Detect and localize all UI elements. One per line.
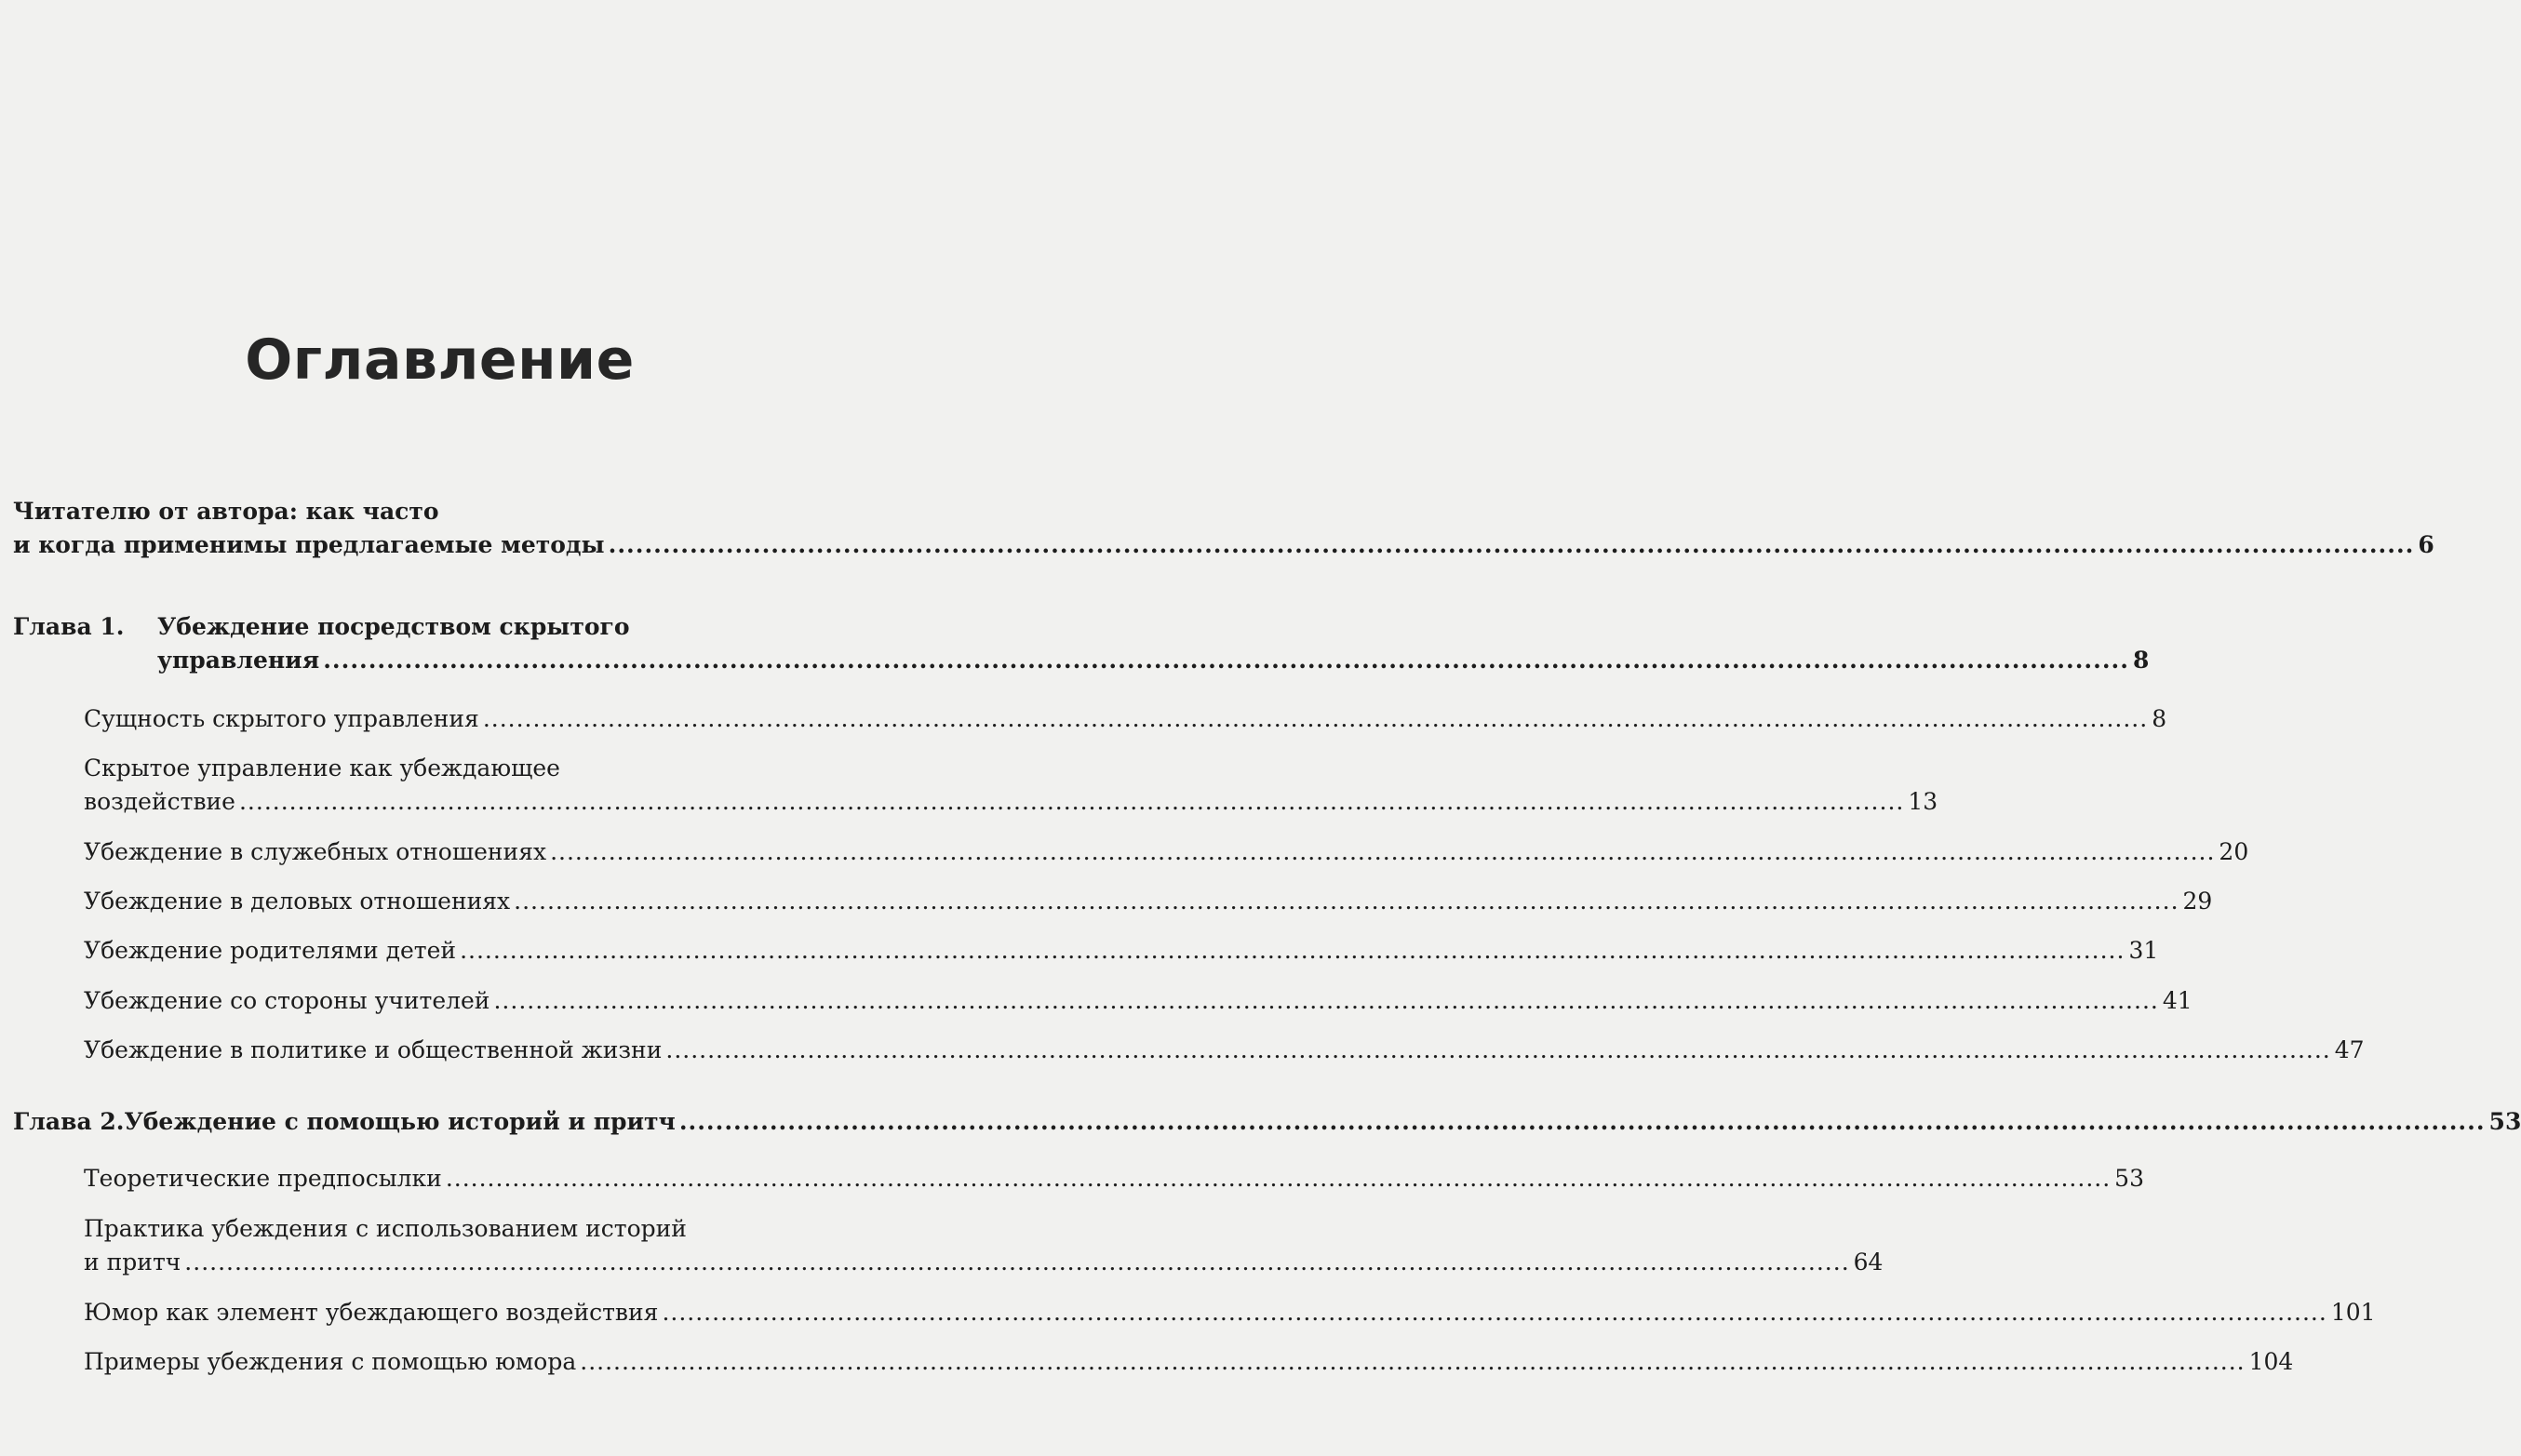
dot-leader: ........................................................................................................................................................................................................ [580, 1348, 2246, 1375]
page-number: 41 [2162, 987, 2192, 1014]
toc-entry-text: Убеждение со стороны учителей [84, 987, 490, 1014]
toc-entry-text: воздействие [84, 788, 235, 815]
page-title: Оглавление [245, 327, 635, 393]
page-number: 8 [2152, 705, 2167, 732]
toc-entry-line [84, 885, 2213, 918]
toc-entry [84, 1162, 2144, 1196]
toc-entry-text: Примеры убеждения с помощью юмора [84, 1348, 577, 1375]
toc-entry-line [84, 1296, 2376, 1329]
chapter-label: Глава 2. [13, 1108, 125, 1135]
page-number: 29 [2182, 888, 2213, 915]
toc-entry [84, 752, 1938, 819]
toc-entry [84, 1034, 2365, 1067]
dot-leader: ........................................................................................................................................................................................................ [493, 987, 2159, 1014]
toc-entry-line [13, 610, 826, 644]
toc-entry-line [84, 1246, 1884, 1279]
toc-entry-line [84, 1345, 2294, 1379]
toc-entry-text: Теоретические предпосылки [84, 1165, 442, 1192]
toc-entry-line [84, 1162, 2144, 1196]
page-number: 101 [2330, 1299, 2376, 1326]
dot-leader: ........................................................................................................................................................................................................ [550, 838, 2216, 865]
dot-leader: ........................................................................................................................................................................................................ [482, 705, 2149, 732]
toc-entry-text: Убеждение в политике и общественной жизни [84, 1036, 663, 1063]
page-number: 64 [1853, 1249, 1884, 1276]
toc-entry-line [84, 934, 2159, 968]
page-number: 6 [2418, 531, 2434, 558]
toc-entry-text: и когда применимы предлагаемые методы [13, 531, 605, 558]
dot-leader: ........................................................................................................................................................................................................ [662, 1299, 2327, 1326]
toc-entry [84, 885, 2213, 918]
toc-entry-line [84, 785, 1938, 819]
toc-entry [84, 835, 2249, 869]
toc-entry [84, 934, 2159, 968]
toc-entry-text: Убеждение в деловых отношениях [84, 888, 511, 915]
dot-leader: ........................................................................................................................................................................................................ [184, 1249, 1850, 1276]
toc-entry-chapter-2 [13, 1105, 2521, 1139]
toc-entry [84, 1345, 2294, 1379]
dot-leader: ........................................................................................................................................................................................................ [678, 1108, 2486, 1135]
toc-entry-text: Убеждение в служебных отношениях [84, 838, 547, 865]
page-number: 53 [2488, 1108, 2521, 1135]
page-number: 53 [2114, 1165, 2144, 1192]
toc-entry-text: Сущность скрытого управления [84, 705, 479, 732]
toc-entry-text: Юмор как элемент убеждающего воздействия [84, 1299, 659, 1326]
toc-entry-preface [13, 495, 2434, 562]
page-number: 104 [2248, 1348, 2294, 1375]
toc-entry [84, 984, 2192, 1018]
page-number: 20 [2219, 838, 2249, 865]
dot-leader: ........................................................................................................................................................................................................ [323, 647, 2129, 674]
toc-entry-text: Убеждение с помощью историй и притч [124, 1108, 676, 1135]
toc-entry-line: Читателю от автора: как часто [13, 498, 439, 525]
toc-entry-line [13, 644, 2150, 677]
toc-entry-text: Убеждение посредством скрытого [157, 613, 630, 640]
page-number: 47 [2334, 1036, 2365, 1063]
toc-entry-text: и притч [84, 1249, 181, 1276]
dot-leader: ........................................................................................................................................................................................................ [460, 937, 2125, 964]
page-number: 31 [2128, 937, 2159, 964]
toc-entry-line [84, 984, 2192, 1018]
dot-leader: ........................................................................................................................................................................................................ [514, 888, 2179, 915]
toc-entry [84, 702, 2167, 736]
dot-leader: ........................................................................................................................................................................................................ [238, 788, 1905, 815]
toc-entry-line [84, 702, 2167, 736]
toc-entry-line [13, 1105, 2521, 1139]
dot-leader: ........................................................................................................................................................................................................ [665, 1036, 2331, 1063]
toc-entry-text: Убеждение родителями детей [84, 937, 457, 964]
dot-leader: ........................................................................................................................................................................................................ [608, 531, 2415, 558]
page-number: 13 [1908, 788, 1938, 815]
toc-entry-text: управления [157, 647, 320, 674]
toc-entry-line: Скрытое управление как убеждающее [84, 755, 560, 781]
chapter-label: Глава 1. [13, 613, 125, 640]
toc-entry [84, 1212, 1884, 1279]
toc-entry-line [13, 528, 2434, 562]
toc-entry-line [84, 835, 2249, 869]
dot-leader: ........................................................................................................................................................................................................ [445, 1165, 2112, 1192]
toc-entry-chapter-1 [13, 610, 2150, 677]
toc-entry-line: Практика убеждения с использованием историй [84, 1215, 687, 1242]
page-number: 8 [2132, 647, 2150, 674]
toc-entry-line [84, 1034, 2365, 1067]
toc-entry [84, 1296, 2376, 1329]
